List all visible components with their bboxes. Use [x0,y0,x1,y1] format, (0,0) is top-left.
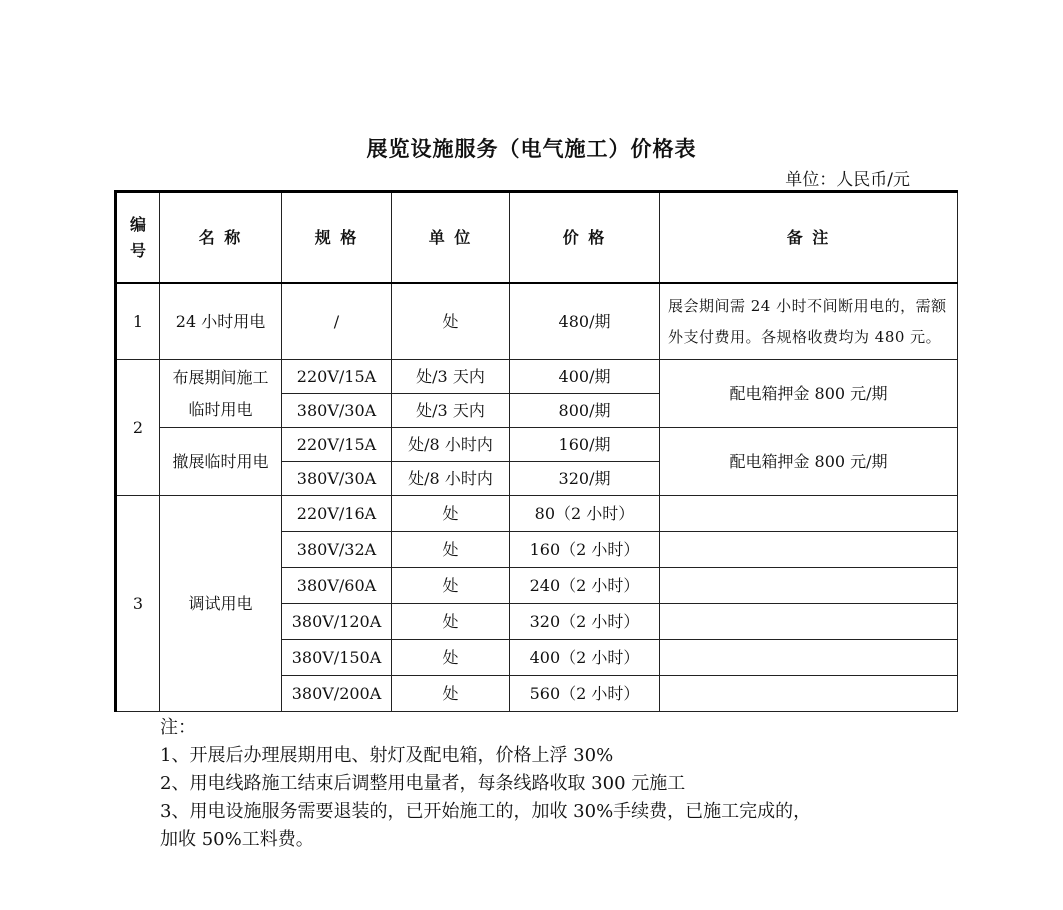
row-spec: / [282,283,392,360]
currency-unit: 单位：人民币/元 [785,170,910,190]
row-unit: 处 [392,640,510,676]
row-note [660,532,958,568]
row-spec: 380V/120A [282,604,392,640]
row-note: 配电箱押金 800 元/期 [660,428,958,496]
row-spec: 380V/150A [282,640,392,676]
row-price: 560（2 小时） [510,676,660,712]
row-name: 撤展临时用电 [160,428,282,496]
row-unit: 处 [392,604,510,640]
row-price: 160/期 [510,428,660,462]
notes-heading: 注： [160,717,196,738]
row-unit: 处 [392,283,510,360]
row-spec: 380V/200A [282,676,392,712]
row-unit: 处/3 天内 [392,360,510,394]
row-unit: 处 [392,496,510,532]
row-note [660,640,958,676]
header-price: 价 格 [510,192,660,284]
row-spec: 220V/15A [282,428,392,462]
row-price: 800/期 [510,394,660,428]
row-price: 400（2 小时） [510,640,660,676]
row-spec: 380V/60A [282,568,392,604]
table-header-row [116,192,958,284]
row-note: 配电箱押金 800 元/期 [660,360,958,428]
row-price: 400/期 [510,360,660,394]
row-note [660,604,958,640]
row-unit: 处 [392,532,510,568]
row-spec: 380V/30A [282,462,392,496]
table-row [116,428,958,462]
notes-section [160,714,940,854]
row-name: 24 小时用电 [160,283,282,360]
table-row [116,496,958,532]
row-spec: 220V/15A [282,360,392,394]
row-name: 布展期间施工临时用电 [160,360,282,428]
row-note [660,676,958,712]
row-spec: 380V/30A [282,394,392,428]
table-row [116,283,958,360]
page-title: 展览设施服务（电气施工）价格表 [366,136,697,161]
row-number: 1 [116,283,160,360]
row-unit: 处/3 天内 [392,394,510,428]
row-number: 3 [116,496,160,712]
row-number: 2 [116,360,160,496]
row-price: 240（2 小时） [510,568,660,604]
row-price: 320/期 [510,462,660,496]
row-unit: 处/8 小时内 [392,462,510,496]
row-unit: 处 [392,568,510,604]
note-line: 1、开展后办理展期用电、射灯及配电箱，价格上浮 30% [160,745,614,766]
price-table [114,190,958,712]
note-line: 加收 50%工料费。 [160,829,314,850]
row-unit: 处 [392,676,510,712]
row-price: 160（2 小时） [510,532,660,568]
row-note [660,568,958,604]
row-spec: 380V/32A [282,532,392,568]
header-number: 编 号 [116,192,160,284]
header-name: 名 称 [160,192,282,284]
table-row [116,360,958,394]
row-unit: 处/8 小时内 [392,428,510,462]
note-line: 2、用电线路施工结束后调整用电量者，每条线路收取 300 元施工 [160,773,686,794]
row-spec: 220V/16A [282,496,392,532]
row-note: 展会期间需 24 小时不间断用电的，需额外支付费用。各规格收费均为 480 元。 [660,283,958,360]
header-spec: 规 格 [282,192,392,284]
row-note [660,496,958,532]
header-unit: 单 位 [392,192,510,284]
row-price: 80（2 小时） [510,496,660,532]
row-name: 调试用电 [160,496,282,712]
header-note: 备 注 [660,192,958,284]
row-price: 480/期 [510,283,660,360]
row-price: 320（2 小时） [510,604,660,640]
note-line: 3、用电设施服务需要退装的，已开始施工的，加收 30%手续费，已施工完成的， [160,801,812,822]
